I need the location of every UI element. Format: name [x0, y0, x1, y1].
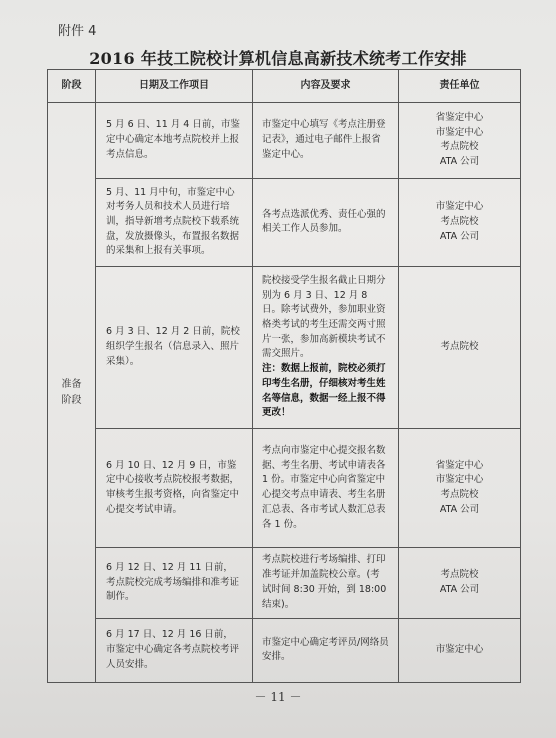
table-header-row: [48, 70, 521, 103]
content-cell: 市鉴定中心填写《考点注册登记表》，通过电子邮件上报省鉴定中心。: [253, 103, 399, 179]
unit-cell: 考点院校: [399, 266, 521, 428]
unit-cell: [399, 178, 521, 266]
header-date-item: 日期及工作项目: [96, 70, 253, 103]
stage-cell: [48, 103, 96, 683]
unit-text: 市鉴定中心 考点院校 ATA 公司: [435, 201, 484, 242]
date-item-cell: 5 月 6 日、11 月 4 日前，市鉴定中心确定本地考点院校并上报考点信息。: [96, 103, 253, 179]
content-note: 注：数据上报前，院校必须打印考生名册，仔细核对考生姓名等信息，数据一经上报不得更改！: [262, 363, 386, 419]
table-row: [48, 428, 521, 547]
unit-cell: [399, 428, 521, 547]
table-row: [48, 618, 521, 682]
content-cell: 考点向市鉴定中心提交报名数据、考生名册、考试申请表各 1 份。市鉴定中心向省鉴定中心提交考点申请表、考生名册汇总表、各市考试人数汇总表各 1 份。: [253, 428, 399, 547]
table-row: [48, 178, 521, 266]
unit-text: 考点院校 ATA 公司: [439, 569, 480, 595]
header-stage: 阶段: [48, 70, 96, 103]
content-cell: [253, 266, 399, 428]
document-title: 2016 年技工院校计算机信息高新技术统考工作安排: [89, 49, 467, 68]
date-item-cell: 6 月 10 日、12 月 9 日，市鉴定中心接收考点院校报考数据，审核考生报考资格，向省鉴定中心提交考试申请。: [96, 428, 253, 547]
header-content: 内容及要求: [253, 70, 399, 103]
table-row: [48, 548, 521, 618]
unit-cell: [399, 548, 521, 618]
content-cell: 市鉴定中心确定考评员/网络员安排。: [253, 618, 399, 682]
date-item-cell: 5 月、11 月中旬，市鉴定中心对考务人员和技术人员进行培训，指导新增考点院校下载系统盘，发放摄像头，布置报名数据的采集和上报有关事项。: [96, 178, 253, 266]
date-item-cell: 6 月 12 日、12 月 11 日前，考点院校完成考场编排和准考证制作。: [96, 548, 253, 618]
page-number: － 11 －: [254, 690, 302, 704]
schedule-table: [47, 69, 521, 683]
header-unit: 责任单位: [399, 70, 521, 103]
unit-cell: 市鉴定中心: [399, 618, 521, 682]
content-cell: 考点院校进行考场编排、打印准考证并加盖院校公章。(考试时间 8:30 开始，到 18:00 结束)。: [253, 548, 399, 618]
unit-text: 省鉴定中心 市鉴定中心 考点院校 ATA 公司: [435, 459, 484, 515]
table-row: [48, 103, 521, 179]
date-item-cell: 6 月 3 日、12 月 2 日前，院校组织学生报名（信息录入、照片采集）。: [96, 266, 253, 428]
content-text: 院校接受学生报名截止日期分别为 6 月 3 日、12 月 8 日。除考试费外，参加职业资格类考试的考生还需交两寸照片一张，参加高新模块考试不需交照片。: [262, 274, 386, 360]
unit-cell: [399, 103, 521, 179]
date-item-cell: 6 月 17 日、12 月 16 日前，市鉴定中心确定各考点院校考评人员安排。: [96, 618, 253, 682]
annex-label: 附件 4: [58, 24, 97, 39]
stage-label: 准备阶段: [61, 379, 82, 406]
table-row: [48, 266, 521, 428]
content-cell: 各考点选派优秀、责任心强的相关工作人员参加。: [253, 178, 399, 266]
unit-text: 省鉴定中心 市鉴定中心 考点院校 ATA 公司: [435, 111, 484, 168]
